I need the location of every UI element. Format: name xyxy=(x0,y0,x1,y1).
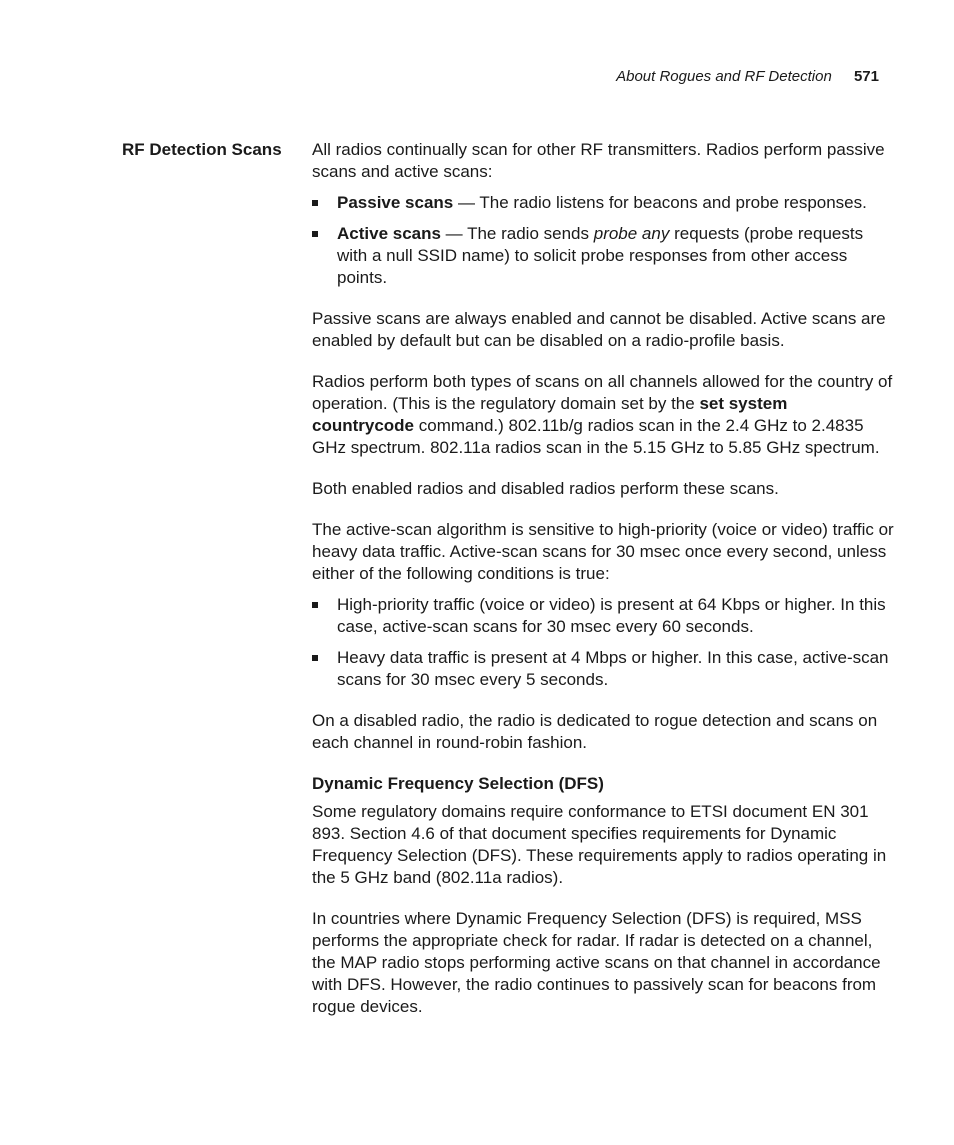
channels-text-before: Radios perform both types of scans on all channels allowed for the country of operation. (This is the regulatory domain set by the xyxy=(312,372,893,413)
enabled-paragraph: Passive scans are always enabled and cannot be disabled. Active scans are enabled by default but can be disabled on a radio-profile basis. xyxy=(312,309,886,350)
conditions-list xyxy=(312,594,894,691)
channels-paragraph xyxy=(312,371,894,459)
square-bullet-icon xyxy=(312,655,318,661)
term-passive-scans: Passive scans xyxy=(337,193,454,212)
condition-text: Heavy data traffic is present at 4 Mbps or higher. In this case, active-scan scans for 30 msec every 5 seconds. xyxy=(337,648,889,689)
condition-text: High-priority traffic (voice or video) is present at 64 Kbps or higher. In this case, active-scan scans for 30 msec every 60 seconds. xyxy=(337,595,886,636)
section-heading: RF Detection Scans xyxy=(122,140,282,159)
body-column xyxy=(312,139,894,1037)
passive-scans-description: — The radio listens for beacons and probe responses. xyxy=(453,193,867,212)
countrycode-command: set system countrycode xyxy=(312,394,788,435)
dfs-paragraph-1: Some regulatory domains require conformance to ETSI document EN 301 893. Section 4.6 of that document specifies requirements for Dynamic Frequency Selection (DFS). These requirements apply to radios operating in the 5 GHz band (802.11a radios). xyxy=(312,802,887,887)
probe-any-emphasis: probe any xyxy=(593,224,670,243)
square-bullet-icon xyxy=(312,200,318,206)
term-active-scans: Active scans xyxy=(337,224,441,243)
running-header xyxy=(616,67,879,87)
page-number: 571 xyxy=(853,68,879,85)
scan-types-list xyxy=(312,192,894,289)
intro-paragraph: All radios continually scan for other RF transmitters. Radios perform passive scans and active scans: xyxy=(312,140,885,181)
square-bullet-icon xyxy=(312,602,318,608)
list-item-passive-scans xyxy=(312,192,894,214)
list-item-condition xyxy=(312,647,894,691)
list-item-condition xyxy=(312,594,894,638)
chapter-title: About Rogues and RF Detection xyxy=(616,68,832,85)
dfs-paragraph-2: In countries where Dynamic Frequency Selection (DFS) is required, MSS performs the appropriate check for radar. If radar is detected on a channel, the MAP radio stops performing active scans on that channel in accordance with DFS. However, the radio continues to passively scan for beacons from rogue devices. xyxy=(312,909,881,1016)
active-scans-text-before: — The radio sends xyxy=(440,224,594,243)
dfs-subheading: Dynamic Frequency Selection (DFS) xyxy=(312,774,604,793)
algorithm-paragraph: The active-scan algorithm is sensitive to high-priority (voice or video) traffic or heavy data traffic. Active-scan scans for 30 msec once every second, unless either of the following conditions is true: xyxy=(312,520,894,583)
channels-text-after: command.) 802.11b/g radios scan in the 2.4 GHz to 2.4835 GHz spectrum. 802.11a radios scan in the 5.15 GHz to 5.85 GHz spectrum. xyxy=(312,416,880,457)
both-radios-paragraph: Both enabled radios and disabled radios perform these scans. xyxy=(312,479,779,498)
active-scans-text-after: requests (probe requests with a null SSID name) to solicit probe responses from other access points. xyxy=(337,224,864,287)
list-item-active-scans xyxy=(312,223,894,289)
disabled-radio-paragraph: On a disabled radio, the radio is dedicated to rogue detection and scans on each channel in round-robin fashion. xyxy=(312,711,878,752)
square-bullet-icon xyxy=(312,231,318,237)
